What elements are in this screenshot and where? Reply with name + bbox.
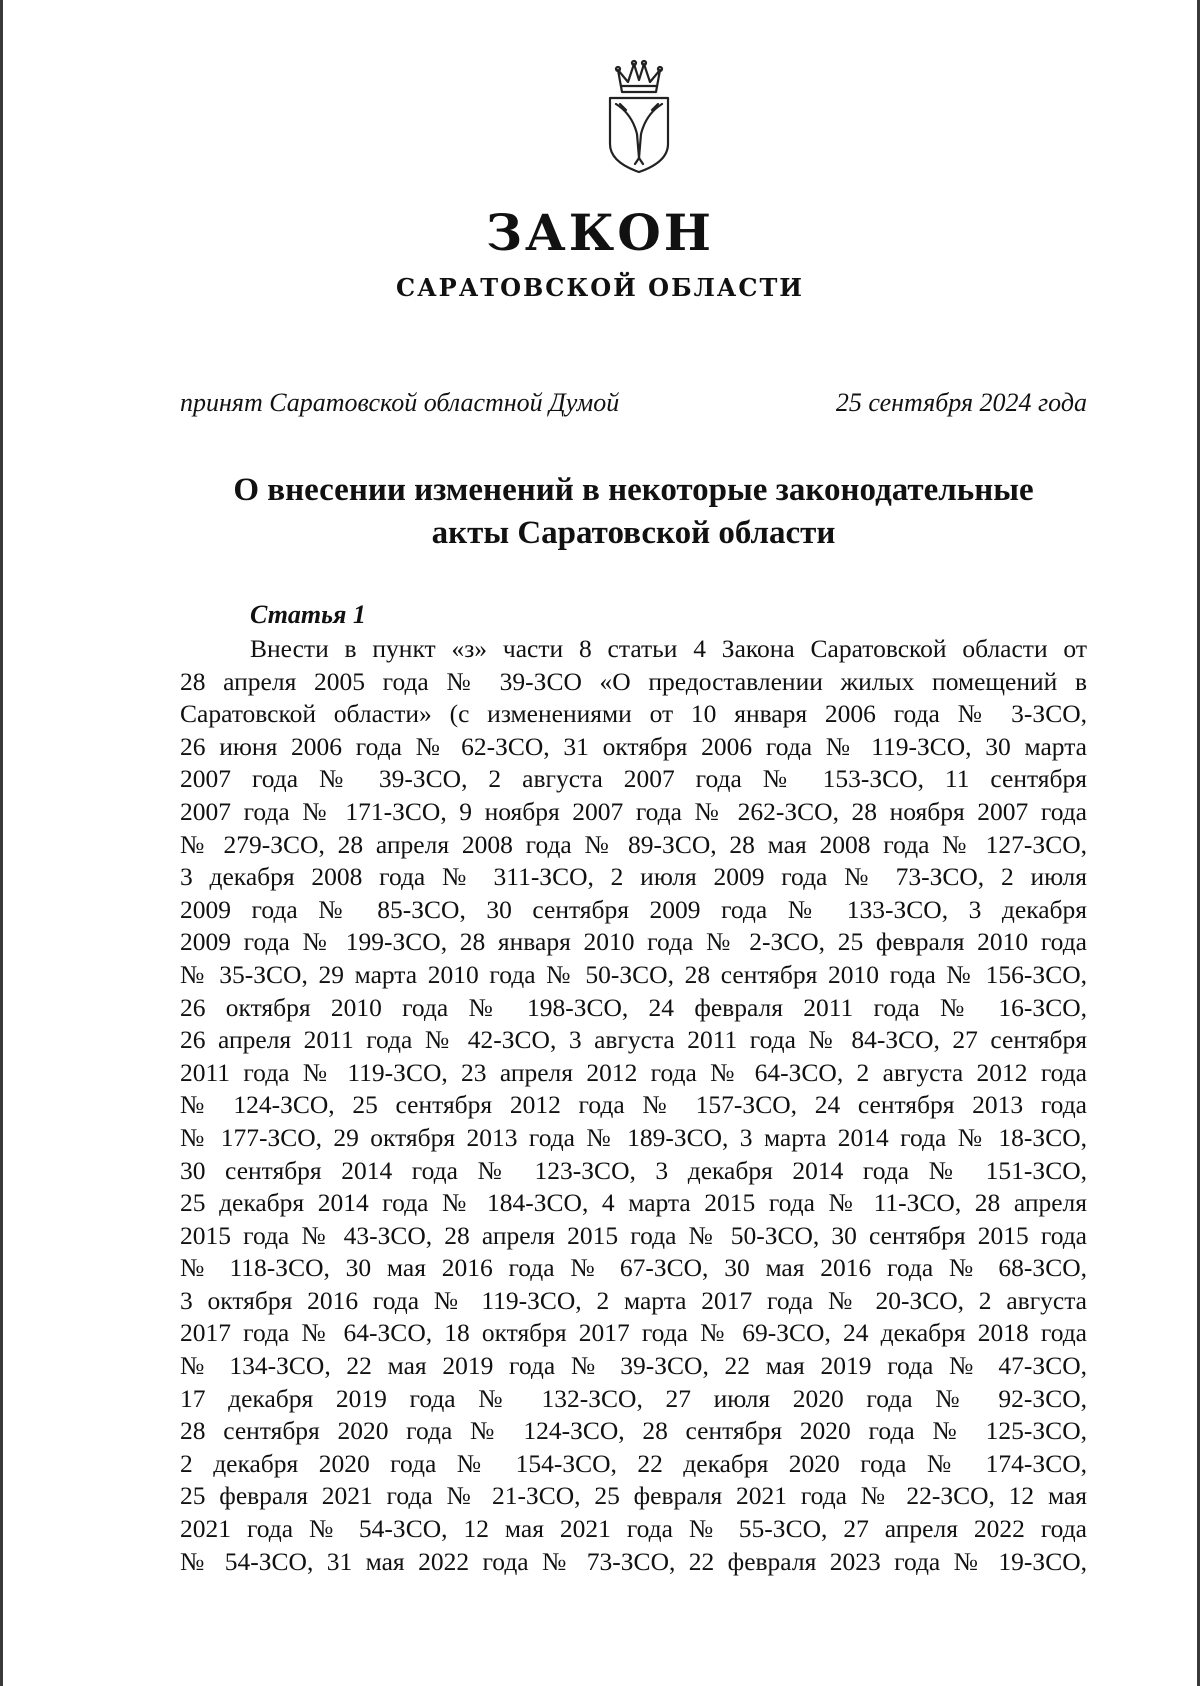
article-text-line: 2007 года № 39-ЗСО, 2 августа 2007 года № 153-ЗСО, 11 сентября bbox=[180, 764, 1087, 794]
article-text-line: 25 декабря 2014 года № 184-ЗСО, 4 марта 2015 года № 11-ЗСО, 28 апреля bbox=[180, 1188, 1087, 1218]
law-title: ЗАКОН bbox=[485, 203, 715, 262]
article-text-line: 28 апреля 2005 года № 39-ЗСО «О предоставлении жилых помещений в bbox=[180, 666, 1087, 696]
article-text-line: 2017 года № 64-ЗСО, 18 октября 2017 года № 69-ЗСО, 24 декабря 2018 года bbox=[180, 1318, 1087, 1348]
article-heading: Статья 1 bbox=[250, 600, 366, 629]
article-text-line: Внести в пункт «з» части 8 статьи 4 Закона Саратовской области от bbox=[250, 634, 1087, 663]
article-text-line: № 35-ЗСО, 29 марта 2010 года № 50-ЗСО, 28 сентября 2010 года № 156-ЗСО, bbox=[180, 959, 1087, 989]
article-text-line: Саратовской области» (с изменениями от 10 января 2006 года № 3-ЗСО, bbox=[180, 699, 1087, 729]
article-text-line: 26 июня 2006 года № 62-ЗСО, 31 октября 2006 года № 119-ЗСО, 30 марта bbox=[180, 731, 1087, 761]
article-text-line: 2015 года № 43-ЗСО, 28 апреля 2015 года № 50-ЗСО, 30 сентября 2015 года bbox=[180, 1220, 1087, 1250]
article-text-line: № 279-ЗСО, 28 апреля 2008 года № 89-ЗСО, 28 мая 2008 года № 127-ЗСО, bbox=[180, 829, 1087, 859]
article-text-line: 2009 года № 85-ЗСО, 30 сентября 2009 года № 133-ЗСО, 3 декабря bbox=[180, 894, 1087, 924]
article-text-line: 30 сентября 2014 года № 123-ЗСО, 3 декабря 2014 года № 151-ЗСО, bbox=[180, 1155, 1087, 1185]
adopted-date: 25 сентября 2024 года bbox=[835, 388, 1087, 417]
act-title-line: акты Саратовской области bbox=[431, 515, 836, 551]
article-text-line: № 177-ЗСО, 29 октября 2013 года № 189-ЗСО, 3 марта 2014 года № 18-ЗСО, bbox=[180, 1122, 1087, 1152]
adopted-by: принят Саратовской областной Думой bbox=[180, 388, 620, 417]
law-subtitle: САРАТОВСКОЙ ОБЛАСТИ bbox=[396, 273, 804, 302]
article-body bbox=[180, 633, 1087, 1578]
article-text-line: 28 сентября 2020 года № 124-ЗСО, 28 сентября 2020 года № 125-ЗСО, bbox=[180, 1416, 1087, 1446]
act-title bbox=[180, 469, 1087, 555]
act-title-line: О внесении изменений в некоторые законодательные bbox=[233, 472, 1034, 508]
coat-of-arms-icon bbox=[604, 58, 674, 176]
article-text-line: 26 октября 2010 года № 198-ЗСО, 24 февраля 2011 года № 16-ЗСО, bbox=[180, 992, 1087, 1022]
article-text-line: № 54-ЗСО, 31 мая 2022 года № 73-ЗСО, 22 февраля 2023 года № 19-ЗСО, bbox=[180, 1546, 1087, 1576]
article-text-line: 2021 года № 54-ЗСО, 12 мая 2021 года № 55-ЗСО, 27 апреля 2022 года bbox=[180, 1514, 1087, 1544]
article-text-line: 26 апреля 2011 года № 42-ЗСО, 3 августа 2011 года № 84-ЗСО, 27 сентября bbox=[180, 1025, 1087, 1055]
article-text-line: № 124-ЗСО, 25 сентября 2012 года № 157-ЗСО, 24 сентября 2013 года bbox=[180, 1090, 1087, 1120]
article-text-line: 2 декабря 2020 года № 154-ЗСО, 22 декабря 2020 года № 174-ЗСО, bbox=[180, 1448, 1087, 1478]
article-text-line: 3 октября 2016 года № 119-ЗСО, 2 марта 2017 года № 20-ЗСО, 2 августа bbox=[180, 1285, 1087, 1315]
article-text-line: 2011 года № 119-ЗСО, 23 апреля 2012 года № 64-ЗСО, 2 августа 2012 года bbox=[180, 1057, 1087, 1087]
article-text-line: 2007 года № 171-ЗСО, 9 ноября 2007 года № 262-ЗСО, 28 ноября 2007 года bbox=[180, 796, 1087, 826]
article-text-line: 2009 года № 199-ЗСО, 28 января 2010 года № 2-ЗСО, 25 февраля 2010 года bbox=[180, 927, 1087, 957]
article-text-line: № 134-ЗСО, 22 мая 2019 года № 39-ЗСО, 22 мая 2019 года № 47-ЗСО, bbox=[180, 1351, 1087, 1381]
article-text-line: № 118-ЗСО, 30 мая 2016 года № 67-ЗСО, 30 мая 2016 года № 68-ЗСО, bbox=[180, 1253, 1087, 1283]
article-text-line: 25 февраля 2021 года № 21-ЗСО, 25 февраля 2021 года № 22-ЗСО, 12 мая bbox=[180, 1481, 1087, 1511]
article-text-line: 3 декабря 2008 года № 311-ЗСО, 2 июля 2009 года № 73-ЗСО, 2 июля bbox=[180, 862, 1087, 892]
article-text-line: 17 декабря 2019 года № 132-ЗСО, 27 июля 2020 года № 92-ЗСО, bbox=[180, 1383, 1087, 1413]
